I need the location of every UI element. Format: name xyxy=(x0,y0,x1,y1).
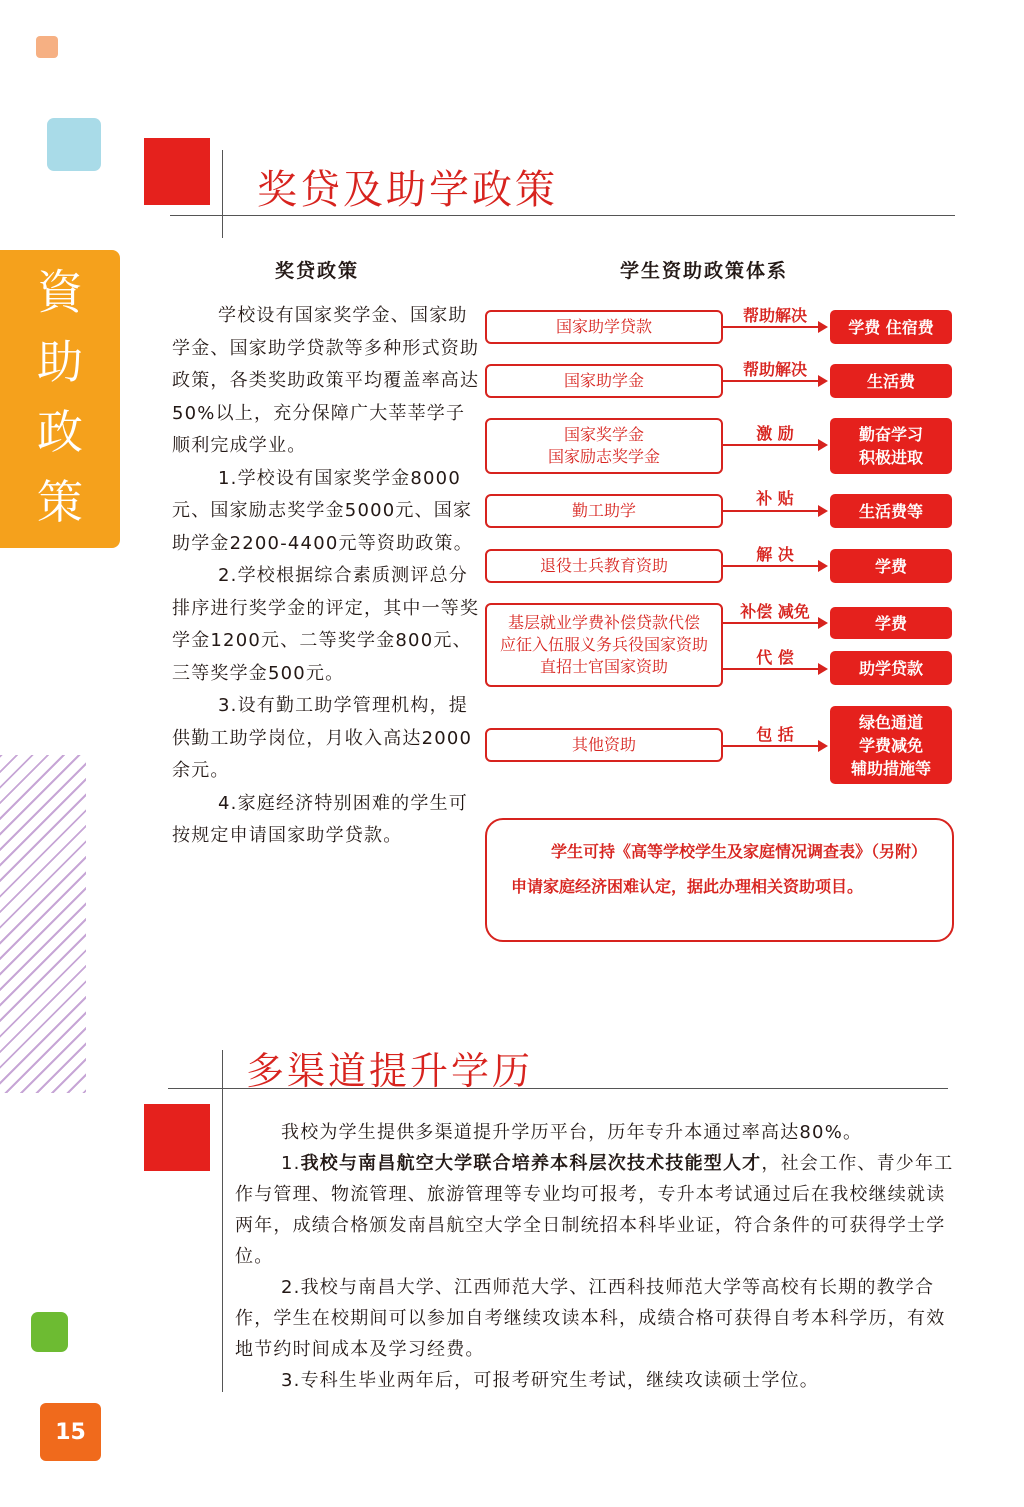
side-tab-char: 策 xyxy=(37,475,83,529)
aid-source-box xyxy=(485,603,723,687)
page-number: 15 xyxy=(40,1403,101,1461)
left-column-heading: 奖贷政策 xyxy=(275,260,360,282)
arrow-label: 补 贴 xyxy=(756,489,794,508)
deco-square-cyan xyxy=(47,118,101,171)
aid-target-box xyxy=(830,418,952,474)
aid-source-box: 退役士兵教育资助 xyxy=(485,549,723,583)
education-upgrade-text xyxy=(235,1117,955,1396)
item-paragraph: 3.专科生毕业两年后，可报考研究生考试，继续攻读硕士学位。 xyxy=(281,1370,819,1391)
arrow xyxy=(723,745,819,747)
aid-target-box: 生活费等 xyxy=(830,494,952,528)
section1-red-square xyxy=(144,138,210,205)
aid-source-line: 国家励志奖学金 xyxy=(547,447,660,466)
item-bold-text: 我校与南昌航空大学联合培养本科层次技术技能型人才 xyxy=(300,1153,762,1174)
policy-paragraph: 1.学校设有国家奖学金8000元、国家励志奖学金5000元、国家助学金2200-4400元等资助政策。 xyxy=(172,467,473,554)
policy-paragraph: 4.家庭经济特别困难的学生可按规定申请国家助学贷款。 xyxy=(172,792,468,846)
aid-source-box xyxy=(485,418,723,474)
aid-source-box: 其他资助 xyxy=(485,728,723,762)
section1-title-hline xyxy=(170,215,955,216)
aid-source-line: 直招士官国家资助 xyxy=(539,657,668,676)
note-box xyxy=(485,818,954,942)
intro-paragraph: 我校为学生提供多渠道提升学历平台，历年专升本通过率高达80%。 xyxy=(281,1122,863,1143)
aid-target-line: 积极进取 xyxy=(858,448,923,467)
right-column-heading: 学生资助政策体系 xyxy=(620,260,789,282)
aid-source-line: 基层就业学费补偿贷款代偿 xyxy=(507,613,700,632)
aid-target-box: 学费 xyxy=(830,607,952,639)
arrow xyxy=(723,622,819,624)
arrow xyxy=(723,380,819,382)
section2-red-square xyxy=(144,1104,210,1171)
arrow-label: 帮助解决 xyxy=(742,306,807,325)
side-tab-char: 政 xyxy=(37,405,83,459)
section1-title-vline xyxy=(222,150,223,238)
aid-source-line: 国家奖学金 xyxy=(563,425,644,444)
deco-square-orange xyxy=(36,36,58,58)
item-text: ，社会工作、青少年工作与管理、物流管理、旅游管理等专业均可报考，专升本考试通过后在我校继续就读两年，成绩合格颁发南昌航空大学全日制统招本科毕业证，符合条件的可获得学士学位。 xyxy=(235,1153,954,1267)
aid-source-box: 国家助学贷款 xyxy=(485,310,723,344)
arrow-label: 解 决 xyxy=(756,545,794,564)
side-tab-char: 資 xyxy=(37,265,83,319)
deco-square-green xyxy=(31,1312,68,1352)
aid-target-line: 辅助措施等 xyxy=(850,758,931,778)
aid-target-line: 学费减免 xyxy=(858,735,923,755)
aid-source-box: 勤工助学 xyxy=(485,494,723,528)
loan-policy-text xyxy=(172,300,482,853)
aid-source-box: 国家助学金 xyxy=(485,364,723,398)
aid-target-box: 生活费 xyxy=(830,364,952,398)
section1-title: 奖贷及助学政策 xyxy=(257,167,558,213)
section2-title: 多渠道提升学历 xyxy=(246,1049,534,1093)
item-prefix: 1. xyxy=(281,1153,301,1174)
side-tab xyxy=(0,250,120,548)
arrow-label: 补偿 减免 xyxy=(740,602,810,621)
aid-target-box xyxy=(830,706,952,784)
deco-stripes xyxy=(0,755,86,1093)
arrow xyxy=(723,565,819,567)
policy-paragraph: 学校设有国家奖学金、国家助学金、国家助学贷款等多种形式资助政策，各类奖助政策平均覆盖率高达50%以上，充分保障广大莘莘学子顺利完成学业。 xyxy=(172,305,480,456)
arrow-label: 激 励 xyxy=(756,424,794,443)
arrow xyxy=(723,668,819,670)
aid-target-box: 学费 xyxy=(830,549,952,583)
arrow-label: 包 括 xyxy=(756,725,794,744)
aid-target-line: 勤奋学习 xyxy=(858,425,923,444)
policy-paragraph: 3.设有勤工助学管理机构，提供勤工助学岗位，月收入高达2000余元。 xyxy=(172,695,473,781)
arrow-label: 代 偿 xyxy=(756,648,794,667)
arrow-label: 帮助解决 xyxy=(742,360,807,379)
aid-target-line: 绿色通道 xyxy=(858,712,923,732)
aid-target-box: 助学贷款 xyxy=(830,651,952,685)
aid-target-box: 学费 住宿费 xyxy=(830,310,952,344)
section2-title-vline xyxy=(222,1050,223,1392)
aid-source-line: 应征入伍服义务兵役国家资助 xyxy=(499,635,708,654)
arrow xyxy=(723,510,819,512)
arrow xyxy=(723,444,819,446)
item-paragraph: 2.我校与南昌大学、江西师范大学、江西科技师范大学等高校有长期的教学合作，学生在校期间可以参加自考继续攻读本科，成绩合格可获得自考本科学历，有效地节约时间成本及学习经费。 xyxy=(235,1277,946,1360)
policy-paragraph: 2.学校根据综合素质测评总分排序进行奖学金的评定，其中一等奖学金1200元、二等奖学金800元、三等奖学金500元。 xyxy=(172,565,480,684)
item-paragraph xyxy=(235,1148,955,1272)
side-tab-char: 助 xyxy=(37,335,83,389)
note-text: 学生可持《高等学校学生及家庭情况调查表》（另附）申请家庭经济困难认定，据此办理相关资助项目。 xyxy=(511,842,928,896)
arrow xyxy=(723,326,819,328)
